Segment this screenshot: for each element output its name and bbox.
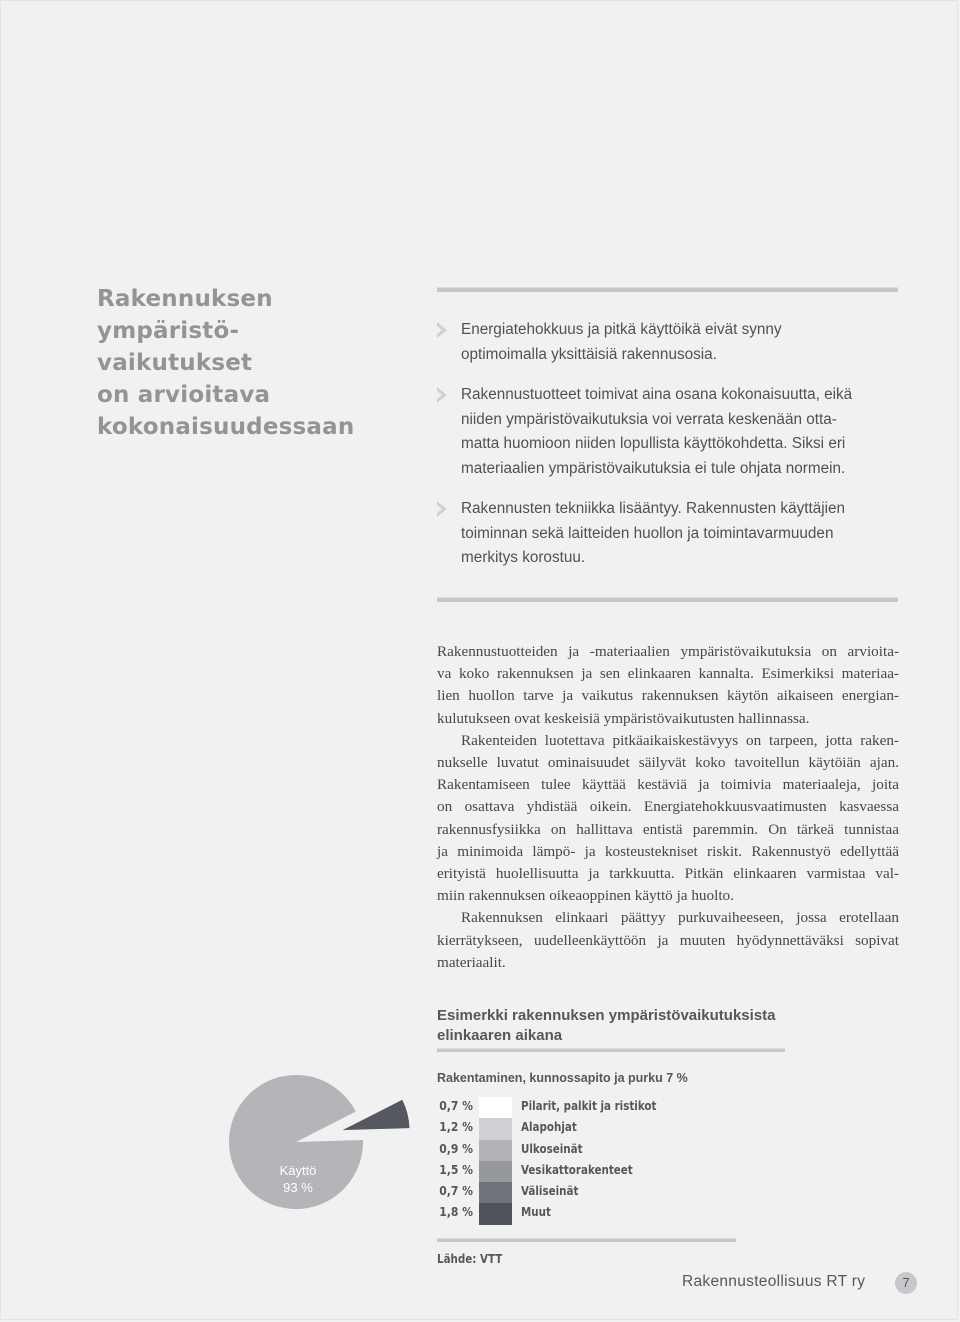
- legend-percent: 0,7 %: [439, 1099, 473, 1113]
- key-point-line: matta huomioon niiden lopullista käyttökohdetta. Siksi eri: [461, 435, 846, 452]
- legend-percent: 0,9 %: [439, 1141, 473, 1156]
- body-paragraph: [437, 907, 899, 974]
- page-number: 7: [895, 1272, 917, 1294]
- body-paragraph: [437, 730, 899, 908]
- divider-top: [437, 287, 898, 292]
- key-point-line: materiaalien ympäristövaikutuksia ei tule ohjata normein.: [461, 459, 846, 477]
- pie-slice-rakentaminen: [343, 1100, 410, 1130]
- pie-label-name: Käyttö: [279, 1163, 317, 1178]
- divider-middle: [437, 597, 898, 602]
- legend-label: Pilarit, palkit ja ristikot: [521, 1099, 657, 1113]
- headline-line: vaikutukset: [97, 350, 253, 376]
- body-line: va koko rakennuksen ja sen elinkaaren kannalta. Esimerkiksi materiaa-: [437, 665, 899, 683]
- body-text: [437, 641, 899, 974]
- pie-label-value: 93 %: [283, 1180, 313, 1195]
- legend-swatch: [479, 1161, 512, 1182]
- chevron-right-icon: [435, 321, 449, 339]
- key-point-line: Rakennusten tekniikka lisääntyy. Rakennusten käyttäjien: [461, 500, 846, 517]
- breakdown-title: Rakentaminen, kunnossapito ja purku 7 %: [437, 1071, 688, 1085]
- body-line: Rakenteiden luotettava pitkäaikaiskestävyys on tarpeen, jotta raken-: [461, 731, 899, 749]
- body-line: lien huollon tarve ja vaikutus rakennuksen käytön aikaiseen energian-: [437, 687, 899, 705]
- divider-chart: [437, 1048, 785, 1052]
- legend-label: Alapohjat: [521, 1120, 577, 1135]
- legend-swatch: [479, 1182, 512, 1203]
- publisher-name: Rakennusteollisuus RT ry: [682, 1273, 866, 1290]
- pie-label-kaytto: [263, 1162, 333, 1196]
- chart-title: [437, 1006, 797, 1046]
- headline-line: Rakennuksen: [97, 286, 273, 312]
- key-point-line: Rakennustuotteet toimivat aina osana kokonaisuutta, eikä: [461, 386, 853, 403]
- key-point: [437, 383, 907, 481]
- legend-label: Muut: [521, 1205, 551, 1220]
- body-line: rakennusfysiikka on hallittava entistä paremmin. On tärkeä tunnistaa: [437, 820, 899, 838]
- key-point: [437, 318, 907, 367]
- pie-chart: [222, 1070, 412, 1220]
- chart-source: Lähde: VTT: [437, 1252, 503, 1266]
- legend-percent: 1,5 %: [439, 1162, 473, 1177]
- body-line: Rakennuksen elinkaari päättyy purkuvaiheeseen, jossa erotellaan: [461, 909, 899, 927]
- body-line: erityistä huolellisuutta ja tarkkuutta. Pitkän elinkaaren varmistaa val-: [437, 865, 899, 883]
- legend-swatch: [479, 1097, 512, 1118]
- body-paragraph: [437, 641, 899, 730]
- chart-title-line: elinkaaren aikana: [437, 1027, 563, 1044]
- key-points-list: [437, 318, 907, 587]
- legend-swatch: [479, 1203, 512, 1224]
- headline: [97, 283, 417, 443]
- body-line: kierrätykseen, uudelleenkäyttöön ja muuten hyödynnettäväksi sopivat: [437, 931, 899, 949]
- body-line: nukselle luvatut ominaisuudet säilyvät koko tavoitellun käytöiän ajan.: [437, 754, 899, 772]
- body-line: ja minimoida lämpö- ja kosteustekniset riskit. Rakennustyö edellyttää: [437, 842, 899, 860]
- body-line: on osattava yhdistää oikein. Energiatehokkuusvaatimusten kasvaessa: [437, 798, 899, 816]
- headline-line: ympäristö-: [97, 318, 240, 344]
- key-point-line: merkitys korostuu.: [461, 549, 586, 566]
- headline-line: on arvioitava: [97, 382, 271, 408]
- chevron-right-icon: [435, 500, 449, 518]
- legend-percent: 1,2 %: [439, 1120, 473, 1135]
- key-point-line: Energiatehokkuus ja pitkä käyttöikä eivät synny: [461, 321, 782, 338]
- legend-swatch: [479, 1118, 512, 1139]
- legend-percent: 1,8 %: [439, 1205, 473, 1220]
- key-point-line: optimoimalla yksittäisiä rakennusosia.: [461, 345, 717, 363]
- divider-source: [437, 1238, 736, 1242]
- legend-swatch: [479, 1140, 512, 1161]
- key-point-line: niiden ympäristövaikutuksia voi verrata keskenään otta-: [461, 410, 837, 428]
- headline-line: kokonaisuudessaan: [97, 414, 355, 440]
- body-line: miin rakennuksen oikeaoppinen käyttö ja huolto.: [437, 887, 734, 905]
- body-line: Rakentamiseen tulee käyttää kestäviä ja toimivia materiaaleja, joita: [437, 776, 899, 794]
- chevron-right-icon: [435, 386, 449, 404]
- legend-label: Väliseinät: [521, 1184, 579, 1199]
- legend-label: Vesikattorakenteet: [521, 1162, 633, 1177]
- body-line: materiaalit.: [437, 953, 506, 971]
- key-point-line: toiminnan sekä laitteiden huollon ja toimintavarmuuden: [461, 524, 834, 542]
- body-line: Rakennustuotteiden ja -materiaalien ympäristövaikutuksia on arvioita-: [437, 643, 899, 660]
- body-line: kulutukseen ovat keskeisiä ympäristövaikutusten hallinnassa.: [437, 709, 810, 727]
- legend-percent: 0,7 %: [439, 1184, 473, 1199]
- key-point: [437, 497, 907, 571]
- legend-label: Ulkoseinät: [521, 1141, 583, 1156]
- chart-title-line: Esimerkki rakennuksen ympäristövaikutuksista: [437, 1007, 776, 1024]
